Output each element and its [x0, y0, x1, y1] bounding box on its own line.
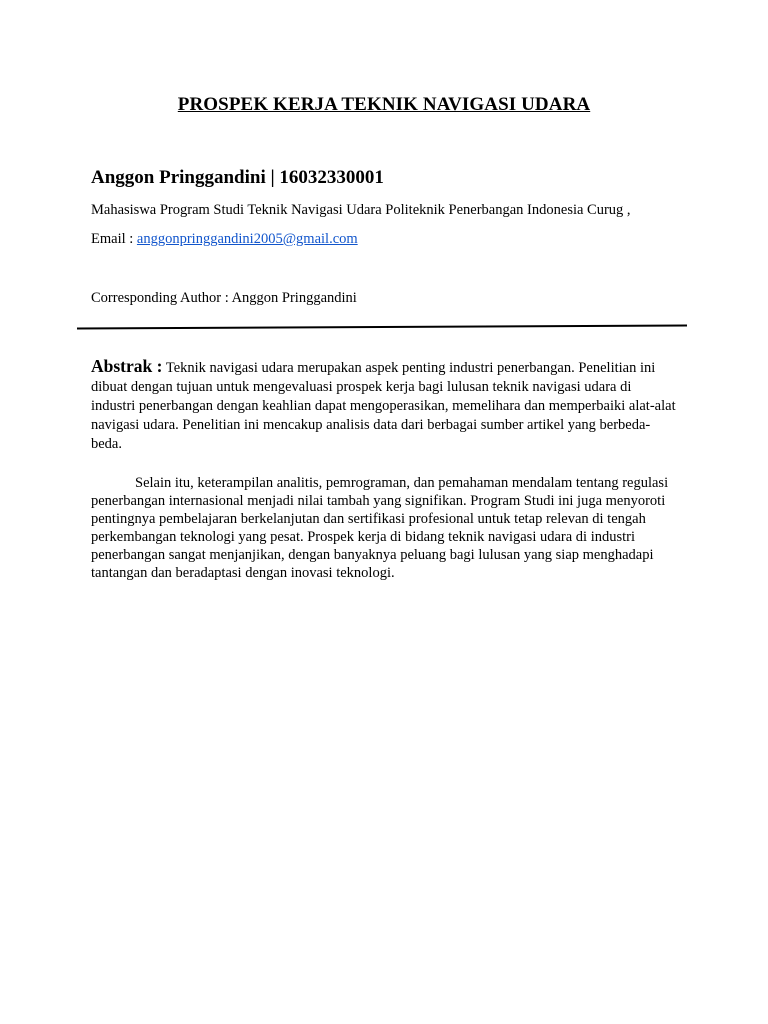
horizontal-divider [77, 324, 687, 330]
body-paragraph: Selain itu, keterampilan analitis, pemrograman, dan pemahaman mendalam tentang regulasi penerbangan internasional menjadi nilai tambah yang signifikan. Program Studi ini juga menyoroti pentingnya pembelajaran berkelanjutan dan sertifikasi profesional untuk tetap relevan di tengah perkembangan teknologi yang pesat. Prospek kerja di bidang teknik navigasi udara di industri penerbangan sangat menjanjikan, dengan banyaknya peluang bagi lulusan yang siap menghadapi tantangan dan beradaptasi dengan inovasi teknologi. [91, 475, 669, 581]
author-affiliation: Mahasiswa Program Studi Teknik Navigasi Udara Politeknik Penerbangan Indonesia Curug , [91, 202, 631, 218]
document-title: PROSPEK KERJA TEKNIK NAVIGASI UDARA [177, 94, 591, 115]
abstract-label: Abstrak : [91, 356, 163, 376]
email-line [91, 231, 358, 248]
abstract-section [91, 357, 679, 454]
abstract-text: Teknik navigasi udara merupakan aspek penting industri penerbangan. Penelitian ini dibuat dengan tujuan untuk mengevaluasi prospek kerja bagi lulusan teknik navigasi udara di industri penerbangan dengan keahlian dapat mengoperasikan, memelihara dan memperbaiki alat-alat navigasi udara. Penelitian ini mencakup analisis data dari berbagai sumber artikel yang berbeda-beda. [91, 360, 676, 452]
corresponding-author: Corresponding Author : Anggon Pringgandini [91, 290, 357, 306]
author-name-id: Anggon Pringgandini | 16032330001 [91, 167, 384, 188]
email-link[interactable]: anggonpringgandini2005@gmail.com [136, 231, 358, 247]
email-label: Email : [91, 231, 137, 247]
